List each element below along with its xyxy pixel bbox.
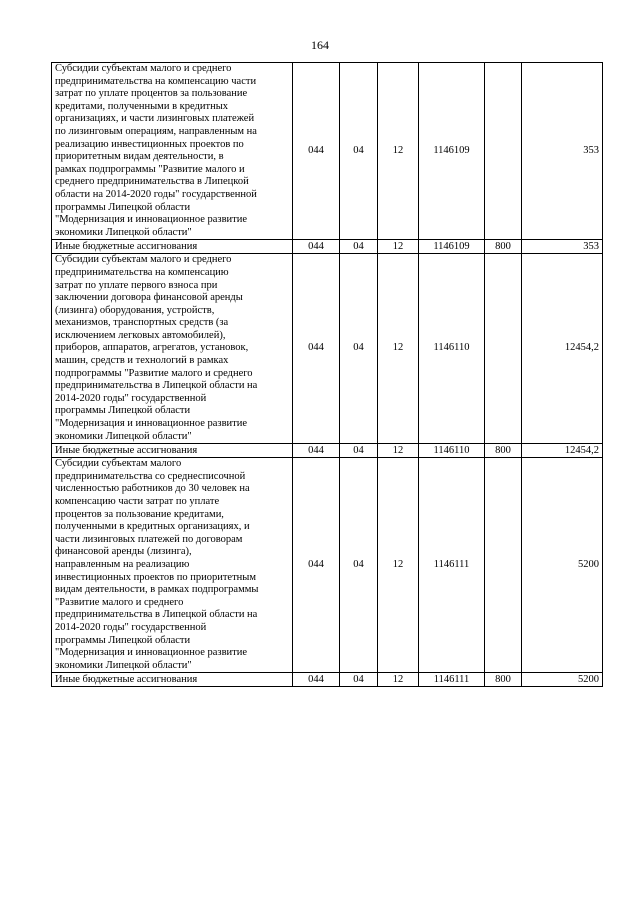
description-line: полученными в кредитных организациях, и — [55, 521, 250, 533]
table-row — [52, 458, 603, 673]
description-line: Иные бюджетные ассигнования — [55, 241, 198, 253]
description-line: Иные бюджетные ассигнования — [55, 445, 198, 457]
row-description — [52, 444, 293, 458]
table-row — [52, 444, 603, 458]
section-code-cell: 04 — [340, 444, 378, 458]
description-line: среднего предпринимательства в Липецкой — [55, 176, 249, 188]
description-line: экономики Липецкой области" — [55, 226, 192, 238]
expense-type-cell — [485, 458, 522, 673]
row-description — [52, 673, 293, 687]
description-line: рамках подпрограммы "Развитие малого и — [55, 163, 245, 175]
description-line: исключением легковых автомобилей), — [55, 329, 226, 341]
section-code-cell: 04 — [340, 63, 378, 240]
admin-code-cell: 044 — [293, 458, 340, 673]
admin-code-cell: 044 — [293, 240, 340, 254]
admin-code-cell: 044 — [293, 673, 340, 687]
description-line: Субсидии субъектам малого — [55, 458, 182, 470]
description-line: кредитами, полученными в кредитных — [55, 100, 228, 112]
description-line: затрат по уплате первого взноса при — [55, 279, 218, 291]
target-article-cell: 1146111 — [419, 673, 485, 687]
description-line: "Модернизация и инновационное развитие — [55, 647, 248, 659]
description-line: подпрограммы "Развитие малого и среднего — [55, 367, 253, 379]
description-line: программы Липецкой области — [55, 405, 191, 417]
description-line: (лизинга) оборудования, устройств, — [55, 304, 215, 316]
subsection-code-cell: 12 — [378, 673, 419, 687]
description-line: затрат по уплате процентов за пользование — [55, 88, 248, 100]
admin-code-cell: 044 — [293, 444, 340, 458]
description-line: области на 2014-2020 годы" государственной — [55, 188, 257, 200]
section-code-cell: 04 — [340, 458, 378, 673]
budget-table — [51, 62, 603, 687]
expense-type-cell: 800 — [485, 240, 522, 254]
amount-cell: 353 — [522, 63, 603, 240]
description-line: экономики Липецкой области" — [55, 430, 192, 442]
description-line: видам деятельности, в рамках подпрограммы — [55, 584, 259, 596]
table-row — [52, 254, 603, 444]
expense-type-cell — [485, 63, 522, 240]
section-code-cell: 04 — [340, 673, 378, 687]
expense-type-cell — [485, 254, 522, 444]
description-line: приоритетным видам деятельности, в — [55, 151, 224, 163]
amount-cell: 353 — [522, 240, 603, 254]
description-line: инвестиционных проектов по приоритетным — [55, 571, 256, 583]
amount-cell: 12454,2 — [522, 254, 603, 444]
amount-cell: 5200 — [522, 458, 603, 673]
row-description — [52, 63, 293, 240]
description-line: организациях, и части лизинговых платежей — [55, 113, 255, 125]
description-line: процентов за пользование кредитами, — [55, 508, 224, 520]
description-line: компенсацию части затрат по уплате — [55, 496, 220, 507]
expense-type-cell: 800 — [485, 444, 522, 458]
row-description — [52, 458, 293, 673]
description-line: реализацию инвестиционных проектов по — [55, 138, 244, 150]
description-line: по лизинговым операциям, направленным на — [55, 125, 257, 137]
description-line: "Модернизация и инновационное развитие — [55, 214, 248, 226]
amount-cell: 5200 — [522, 673, 603, 687]
section-code-cell: 04 — [340, 240, 378, 254]
subsection-code-cell: 12 — [378, 444, 419, 458]
target-article-cell: 1146111 — [419, 458, 485, 673]
subsection-code-cell: 12 — [378, 254, 419, 444]
description-line: программы Липецкой области — [55, 201, 191, 213]
table-body — [52, 63, 603, 687]
subsection-code-cell: 12 — [378, 458, 419, 673]
description-line: предпринимательства на компенсацию — [55, 266, 229, 278]
description-line: "Модернизация и инновационное развитие — [55, 418, 248, 430]
subsection-code-cell: 12 — [378, 240, 419, 254]
description-line: заключении договора финансовой аренды — [55, 292, 243, 304]
target-article-cell: 1146109 — [419, 63, 485, 240]
table-row — [52, 673, 603, 687]
target-article-cell: 1146110 — [419, 254, 485, 444]
description-line: Субсидии субъектам малого и среднего — [55, 63, 232, 74]
description-line: программы Липецкой области — [55, 634, 191, 646]
description-line: части лизинговых платежей по договорам — [55, 533, 243, 545]
table-row — [52, 63, 603, 240]
section-code-cell: 04 — [340, 254, 378, 444]
subsection-code-cell: 12 — [378, 63, 419, 240]
amount-cell: 12454,2 — [522, 444, 603, 458]
description-line: финансовой аренды (лизинга), — [55, 546, 192, 558]
description-line: 2014-2020 годы" государственной — [55, 621, 207, 633]
description-line: машин, средств и технологий в рамках — [55, 355, 229, 367]
expense-type-cell: 800 — [485, 673, 522, 687]
description-line: предпринимательства в Липецкой области на — [55, 609, 258, 621]
description-line: Иные бюджетные ассигнования — [55, 674, 198, 686]
row-description — [52, 240, 293, 254]
page-number: 164 — [311, 38, 329, 52]
table-row — [52, 240, 603, 254]
description-line: "Развитие малого и среднего — [55, 596, 184, 608]
description-line: численностью работников до 30 человек на — [55, 483, 250, 495]
description-line: 2014-2020 годы" государственной — [55, 392, 207, 404]
description-line: Субсидии субъектам малого и среднего — [55, 254, 232, 266]
description-line: предпринимательства на компенсацию части — [55, 75, 257, 87]
target-article-cell: 1146110 — [419, 444, 485, 458]
admin-code-cell: 044 — [293, 254, 340, 444]
target-article-cell: 1146109 — [419, 240, 485, 254]
description-line: приборов, аппаратов, агрегатов, установок, — [55, 342, 249, 354]
description-line: механизмов, транспортных средств (за — [55, 317, 229, 329]
description-line: экономики Липецкой области" — [55, 659, 192, 671]
description-line: предпринимательства в Липецкой области на — [55, 380, 258, 392]
description-line: направленным на реализацию — [55, 558, 190, 570]
admin-code-cell: 044 — [293, 63, 340, 240]
description-line: предпринимательства со среднесписочной — [55, 470, 246, 482]
row-description — [52, 254, 293, 444]
